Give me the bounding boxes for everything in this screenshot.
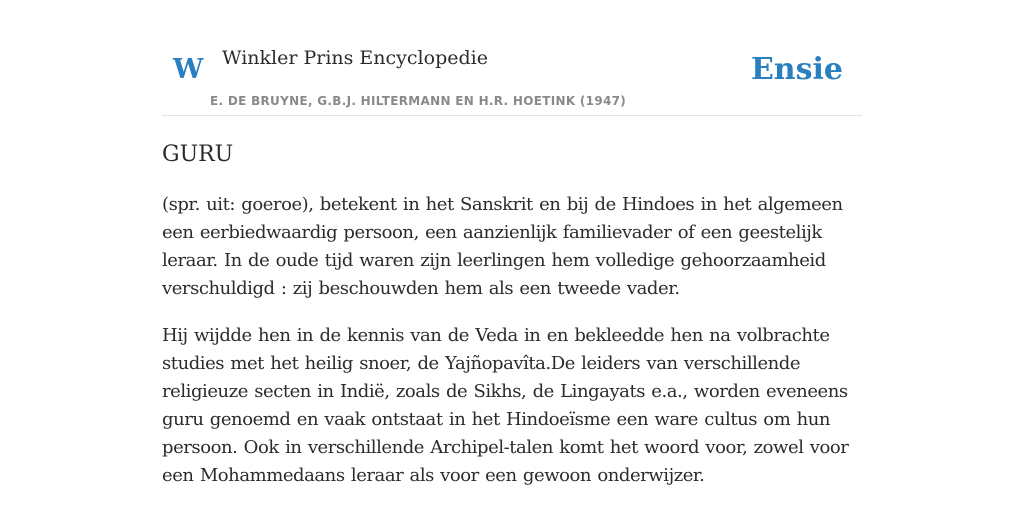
publication-authors: E. DE BRUYNE, G.B.J. HILTERMANN EN H.R. HOETINK (1947) [210, 94, 627, 108]
page [162, 0, 862, 490]
brand-logo[interactable]: Ensie [750, 52, 843, 87]
entry-paragraph: Hij wijdde hen in de kennis van de Veda in en bekleedde hen na volbrachte studies met het heilig snoer, de Yajñopavîta.De leiders van verschillende religieuze secten in Indië, zoals de Sikhs, de Lingayats e.a., worden eveneens guru genoemd en vaak ontstaat in het Hindoeïsme een ware cultus om hun persoon. Ook in verschillende Archipel-talen komt het woord voor, zowel voor een Mohammedaans leraar als voor een gewoon onderwijzer. [162, 325, 849, 486]
header [162, 42, 862, 116]
publication-title[interactable]: Winkler Prins Encyclopedie [222, 47, 488, 69]
publication-logo[interactable]: W [173, 54, 204, 85]
entry-title: GURU [162, 142, 234, 167]
entry-paragraph: (spr. uit: goeroe), betekent in het Sanskrit en bij de Hindoes in het algemeen een eerbiedwaardig persoon, een aanzienlijk familievader of een geestelijk leraar. In de oude tijd waren zijn leerlingen hem volledige gehoorzaamheid verschuldigd : zij beschouwden hem als een tweede vader. [162, 194, 843, 299]
